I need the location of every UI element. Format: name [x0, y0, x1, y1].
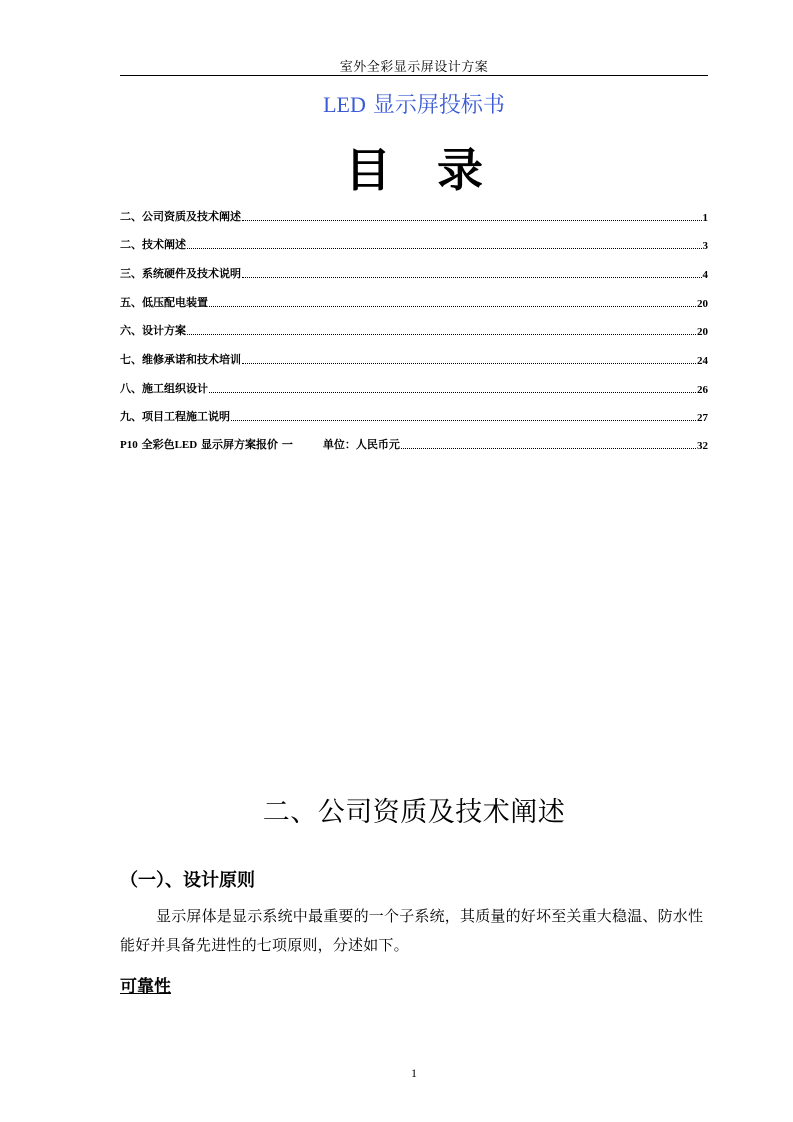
toc-entry[interactable]: [120, 290, 708, 310]
toc-heading-char-2: 录: [437, 143, 483, 197]
body-paragraph: 显示屏体是显示系统中最重要的一个子系统，其质量的好坏至关重大稳温、防水性能好并具备先进性的七项原则，分述如下。: [120, 907, 704, 954]
toc-heading: [120, 134, 708, 200]
chapter-title: 二、公司资质及技术阐述: [262, 797, 566, 828]
toc-leader-dots: [231, 420, 696, 421]
toc-label-part-1: 全彩色: [137, 438, 175, 451]
toc-led-text: LED: [174, 439, 198, 451]
toc-entry-page: 3: [702, 240, 708, 252]
toc-entry-label: 九、项目工程施工说明: [120, 410, 230, 423]
toc-entry[interactable]: [120, 204, 708, 224]
toc-entry-label: 二、技术阐述: [120, 238, 186, 251]
toc-entry-label: 七、维修承诺和技术培训: [120, 353, 241, 366]
toc-leader-dots: [187, 248, 702, 249]
toc-entry[interactable]: [120, 232, 708, 252]
toc-p10-text: P10: [120, 439, 138, 451]
toc-entry[interactable]: [120, 318, 708, 338]
toc-entry-label: 五、低压配电装置: [120, 296, 208, 309]
subheading: 可靠性: [120, 977, 171, 997]
toc-entry-page: 32: [697, 440, 708, 452]
toc-leader-dots: [242, 277, 702, 278]
toc-entry-page: 26: [697, 384, 708, 396]
toc-leader-dots: [209, 306, 696, 307]
toc-entry[interactable]: [120, 376, 708, 396]
toc-leader-dots: [242, 363, 696, 364]
toc-entry-label: 三、系统硬件及技术说明: [120, 267, 241, 280]
toc-entry[interactable]: [120, 432, 708, 452]
toc-label-part-2: 显示屏方案报价 一: [197, 438, 293, 451]
page-header: 室外全彩显示屏设计方案: [339, 60, 489, 75]
document-title-rest: 显示屏投标书: [365, 93, 505, 118]
toc-entry-label: [120, 436, 400, 452]
document-title: [120, 88, 708, 119]
header-rule: [120, 75, 708, 76]
toc-entry-page: 27: [697, 412, 708, 424]
toc-entry-page: 4: [702, 269, 708, 281]
toc-leader-dots: [209, 392, 696, 393]
section-title: （一）、设计原则: [120, 870, 255, 891]
toc-entry[interactable]: [120, 347, 708, 367]
toc-entry-label: 八、施工组织设计: [120, 382, 208, 395]
toc-leader-dots: [187, 334, 696, 335]
toc-entry-page: 20: [697, 298, 708, 310]
toc-label-part-3: 单位：人民币元: [322, 438, 400, 451]
toc-leader-dots: [401, 448, 696, 449]
toc-entry-page: 1: [702, 212, 708, 224]
toc-entry[interactable]: [120, 404, 708, 424]
toc-entry-page: 20: [697, 326, 708, 338]
toc-leader-dots: [242, 220, 702, 221]
toc-entry[interactable]: [120, 261, 708, 281]
document-title-latin: LED: [323, 92, 366, 117]
toc-entry-label: 六、设计方案: [120, 324, 186, 337]
page-number: 1: [411, 1066, 417, 1080]
toc-entry-page: 24: [697, 355, 708, 367]
toc-entry-label: 二、公司资质及技术阐述: [120, 210, 241, 223]
toc-heading-char-1: 目: [345, 143, 391, 197]
